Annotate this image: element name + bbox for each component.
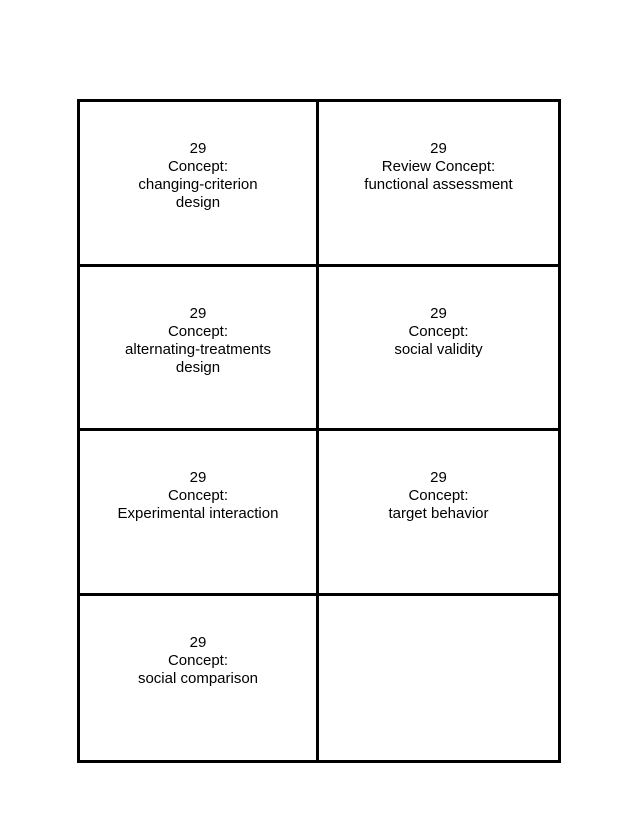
card-heading: Concept:	[167, 651, 229, 669]
card-number: 29	[189, 469, 207, 486]
card-number: 29	[189, 140, 207, 157]
card-number: 29	[430, 304, 447, 322]
card-term-line-1: social comparison	[137, 669, 259, 687]
card-term-line-2: design	[175, 358, 221, 376]
card-term-line-1: target behavior	[388, 505, 489, 522]
flashcard-5	[80, 431, 319, 596]
flashcard-3	[80, 267, 319, 432]
card-term-line-1: social validity	[394, 340, 483, 358]
flashcard-sheet	[77, 99, 561, 763]
flashcard-7	[80, 596, 319, 761]
card-number: 29	[189, 633, 207, 651]
card-term-line-2: design	[175, 194, 221, 211]
flashcard-4	[319, 267, 558, 432]
card-term-line-1: functional assessment	[364, 176, 513, 193]
card-number: 29	[430, 469, 447, 486]
card-number: 29	[430, 140, 447, 157]
flashcard-6	[319, 431, 558, 596]
card-term-line-1: changing-criterion	[138, 176, 258, 193]
flashcard-2	[319, 102, 558, 267]
card-heading: Concept:	[408, 487, 469, 504]
card-number: 29	[189, 304, 207, 322]
card-heading: Concept:	[408, 322, 469, 340]
flashcard-8-empty	[319, 596, 558, 761]
card-heading: Concept:	[167, 322, 229, 340]
card-heading: Concept:	[167, 487, 229, 504]
card-term-line-1: Experimental interaction	[117, 505, 279, 522]
card-heading: Concept:	[167, 158, 229, 175]
card-term-line-1: alternating-treatments	[125, 340, 271, 358]
card-heading: Review Concept:	[381, 158, 496, 175]
flashcard-1	[80, 102, 319, 267]
